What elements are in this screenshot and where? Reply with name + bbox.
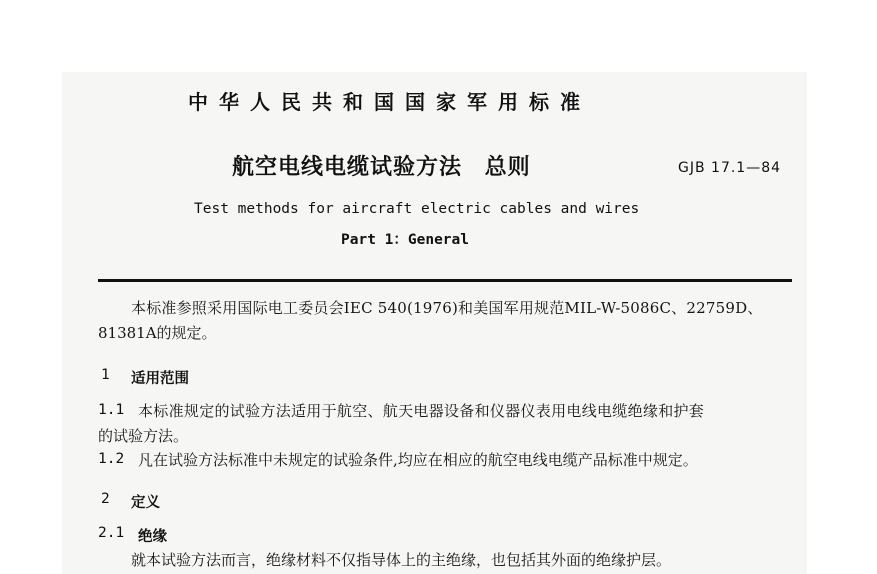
clause-1-1-line-1: 本标准规定的试验方法适用于航空、航天电器设备和仪器仪表用电线电缆绝缘和护套 [138, 402, 705, 420]
clause-1-2-line-1: 凡在试验方法标准中未规定的试验条件,均应在相应的航空电线电缆产品标准中规定。 [138, 451, 698, 469]
document-title-chinese: 航空电线电缆试验方法 总则 [232, 155, 531, 180]
document-title-english: Test methods for aircraft electric cables and wires [194, 201, 640, 217]
title-divider [98, 279, 792, 282]
section-1-title: 适用范围 [131, 371, 189, 387]
issuing-organization: 中华人民共和国国家军用标准 [188, 90, 591, 114]
clause-2-1-line-1: 就本试验方法而言，绝缘材料不仅指导体上的主绝缘，也包括其外面的绝缘护层。 [131, 551, 672, 569]
clause-1-1-line-2: 的试验方法。 [98, 427, 189, 445]
intro-line-2: 81381A的规定。 [98, 324, 217, 342]
section-2-title: 定义 [131, 495, 160, 511]
clause-1-2-number: 1.2 [98, 451, 125, 467]
document-part-title: Part 1：General [341, 232, 469, 248]
section-2-number: 2 [101, 491, 110, 507]
intro-line-1: 本标准参照采用国际电工委员会IEC 540(1976)和美国军用规范MIL-W-5086C、22759D、 [131, 299, 763, 317]
standard-code: GJB 17.1—84 [678, 160, 782, 176]
clause-2-1-number: 2.1 [98, 525, 125, 541]
clause-2-1-title: 绝缘 [138, 529, 167, 545]
section-1-number: 1 [101, 367, 110, 383]
clause-1-1-number: 1.1 [98, 402, 125, 418]
